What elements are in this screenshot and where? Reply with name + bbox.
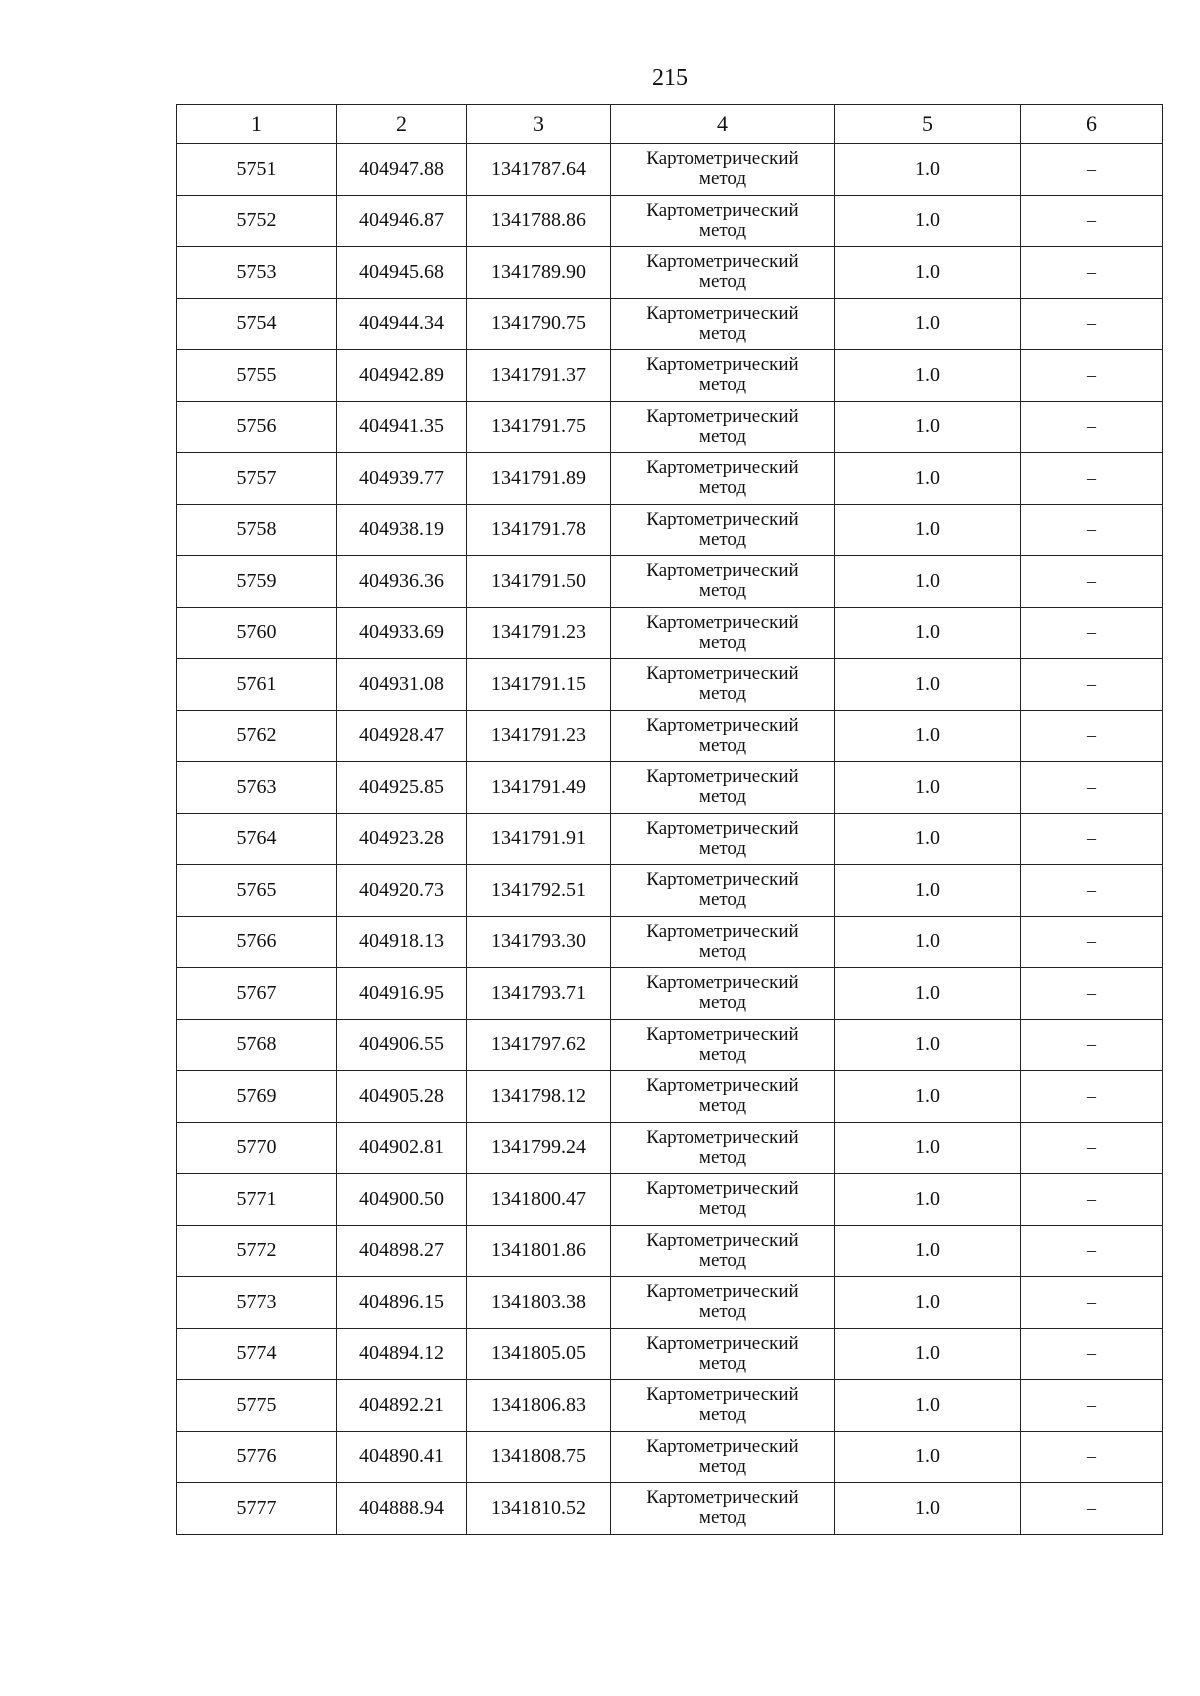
table-row <box>177 195 1163 247</box>
y-coordinate-cell: 1341791.50 <box>467 556 611 608</box>
point-number-cell: 5773 <box>177 1277 337 1329</box>
table-row <box>177 865 1163 917</box>
accuracy-cell: 1.0 <box>835 1483 1021 1535</box>
point-number-cell: 5758 <box>177 504 337 556</box>
accuracy-cell: 1.0 <box>835 401 1021 453</box>
x-coordinate-cell: 404928.47 <box>337 710 467 762</box>
header-col-5: 5 <box>835 105 1021 144</box>
method-line-2: метод <box>698 992 747 1014</box>
note-cell: – <box>1021 1071 1163 1123</box>
method-line-2: метод <box>698 271 747 293</box>
note-cell: – <box>1021 1174 1163 1226</box>
method-cell <box>611 659 835 711</box>
accuracy-cell: 1.0 <box>835 813 1021 865</box>
y-coordinate-cell: 1341791.23 <box>467 607 611 659</box>
method-cell <box>611 298 835 350</box>
table-row <box>177 1019 1163 1071</box>
table-row <box>177 916 1163 968</box>
method-cell <box>611 1225 835 1277</box>
method-cell <box>611 453 835 505</box>
method-line-2: метод <box>698 837 747 859</box>
table-row <box>177 1483 1163 1535</box>
method-line-2: метод <box>698 219 747 241</box>
point-number-cell: 5762 <box>177 710 337 762</box>
point-number-cell: 5776 <box>177 1431 337 1483</box>
y-coordinate-cell: 1341810.52 <box>467 1483 611 1535</box>
x-coordinate-cell: 404931.08 <box>337 659 467 711</box>
y-coordinate-cell: 1341800.47 <box>467 1174 611 1226</box>
header-col-6: 6 <box>1021 105 1163 144</box>
y-coordinate-cell: 1341803.38 <box>467 1277 611 1329</box>
accuracy-cell: 1.0 <box>835 659 1021 711</box>
y-coordinate-cell: 1341791.49 <box>467 762 611 814</box>
x-coordinate-cell: 404916.95 <box>337 968 467 1020</box>
table-row <box>177 607 1163 659</box>
method-line-2: метод <box>698 1198 747 1220</box>
table-row <box>177 1380 1163 1432</box>
table-row <box>177 556 1163 608</box>
y-coordinate-cell: 1341801.86 <box>467 1225 611 1277</box>
method-line-2: метод <box>698 1507 747 1529</box>
header-col-1: 1 <box>177 105 337 144</box>
accuracy-cell: 1.0 <box>835 1174 1021 1226</box>
accuracy-cell: 1.0 <box>835 504 1021 556</box>
y-coordinate-cell: 1341799.24 <box>467 1122 611 1174</box>
table-row <box>177 453 1163 505</box>
method-line-2: метод <box>698 1301 747 1323</box>
x-coordinate-cell: 404936.36 <box>337 556 467 608</box>
method-cell <box>611 865 835 917</box>
method-cell <box>611 247 835 299</box>
method-cell <box>611 1122 835 1174</box>
method-line-2: метод <box>698 425 747 447</box>
method-cell <box>611 607 835 659</box>
method-line-1: Картометрический <box>646 302 799 324</box>
accuracy-cell: 1.0 <box>835 1431 1021 1483</box>
method-cell <box>611 1328 835 1380</box>
note-cell: – <box>1021 659 1163 711</box>
accuracy-cell: 1.0 <box>835 1122 1021 1174</box>
method-line-2: метод <box>698 1455 747 1477</box>
y-coordinate-cell: 1341790.75 <box>467 298 611 350</box>
point-number-cell: 5757 <box>177 453 337 505</box>
method-line-1: Картометрический <box>646 714 799 736</box>
note-cell: – <box>1021 401 1163 453</box>
method-line-1: Картометрический <box>646 405 799 427</box>
note-cell: – <box>1021 813 1163 865</box>
point-number-cell: 5765 <box>177 865 337 917</box>
x-coordinate-cell: 404933.69 <box>337 607 467 659</box>
table-row <box>177 504 1163 556</box>
method-line-2: метод <box>698 477 747 499</box>
x-coordinate-cell: 404947.88 <box>337 144 467 196</box>
point-number-cell: 5760 <box>177 607 337 659</box>
method-line-2: метод <box>698 1095 747 1117</box>
point-number-cell: 5777 <box>177 1483 337 1535</box>
accuracy-cell: 1.0 <box>835 556 1021 608</box>
method-cell <box>611 504 835 556</box>
x-coordinate-cell: 404942.89 <box>337 350 467 402</box>
method-cell <box>611 1380 835 1432</box>
y-coordinate-cell: 1341791.91 <box>467 813 611 865</box>
method-cell <box>611 1174 835 1226</box>
page-number: 215 <box>652 65 688 91</box>
x-coordinate-cell: 404946.87 <box>337 195 467 247</box>
method-line-1: Картометрический <box>646 354 799 376</box>
method-cell <box>611 144 835 196</box>
method-line-2: метод <box>698 1146 747 1168</box>
x-coordinate-cell: 404925.85 <box>337 762 467 814</box>
point-number-cell: 5766 <box>177 916 337 968</box>
method-line-1: Картометрический <box>646 1332 799 1354</box>
y-coordinate-cell: 1341805.05 <box>467 1328 611 1380</box>
accuracy-cell: 1.0 <box>835 762 1021 814</box>
method-line-2: метод <box>698 786 747 808</box>
accuracy-cell: 1.0 <box>835 247 1021 299</box>
accuracy-cell: 1.0 <box>835 195 1021 247</box>
method-line-2: метод <box>698 940 747 962</box>
x-coordinate-cell: 404896.15 <box>337 1277 467 1329</box>
x-coordinate-cell: 404941.35 <box>337 401 467 453</box>
point-number-cell: 5775 <box>177 1380 337 1432</box>
point-number-cell: 5768 <box>177 1019 337 1071</box>
note-cell: – <box>1021 968 1163 1020</box>
point-number-cell: 5753 <box>177 247 337 299</box>
header-col-4: 4 <box>611 105 835 144</box>
method-line-1: Картометрический <box>646 1126 799 1148</box>
method-line-2: метод <box>698 683 747 705</box>
header-col-2: 2 <box>337 105 467 144</box>
method-line-1: Картометрический <box>646 972 799 994</box>
note-cell: – <box>1021 607 1163 659</box>
x-coordinate-cell: 404945.68 <box>337 247 467 299</box>
x-coordinate-cell: 404888.94 <box>337 1483 467 1535</box>
table-row <box>177 1431 1163 1483</box>
method-line-2: метод <box>698 734 747 756</box>
note-cell: – <box>1021 1277 1163 1329</box>
method-cell <box>611 1431 835 1483</box>
x-coordinate-cell: 404892.21 <box>337 1380 467 1432</box>
note-cell: – <box>1021 350 1163 402</box>
method-cell <box>611 968 835 1020</box>
method-line-1: Картометрический <box>646 1075 799 1097</box>
note-cell: – <box>1021 453 1163 505</box>
table-row <box>177 1328 1163 1380</box>
y-coordinate-cell: 1341808.75 <box>467 1431 611 1483</box>
accuracy-cell: 1.0 <box>835 1328 1021 1380</box>
point-number-cell: 5751 <box>177 144 337 196</box>
method-line-1: Картометрический <box>646 251 799 273</box>
table-row <box>177 1071 1163 1123</box>
point-number-cell: 5770 <box>177 1122 337 1174</box>
x-coordinate-cell: 404890.41 <box>337 1431 467 1483</box>
table-row <box>177 813 1163 865</box>
note-cell: – <box>1021 144 1163 196</box>
accuracy-cell: 1.0 <box>835 1380 1021 1432</box>
method-line-1: Картометрический <box>646 560 799 582</box>
method-line-1: Картометрический <box>646 1384 799 1406</box>
note-cell: – <box>1021 1483 1163 1535</box>
method-cell <box>611 916 835 968</box>
method-line-1: Картометрический <box>646 766 799 788</box>
table-row <box>177 1122 1163 1174</box>
point-number-cell: 5755 <box>177 350 337 402</box>
method-line-1: Картометрический <box>646 1023 799 1045</box>
method-line-2: метод <box>698 528 747 550</box>
method-line-1: Картометрический <box>646 1487 799 1509</box>
y-coordinate-cell: 1341791.78 <box>467 504 611 556</box>
method-cell <box>611 401 835 453</box>
y-coordinate-cell: 1341791.23 <box>467 710 611 762</box>
method-line-1: Картометрический <box>646 1435 799 1457</box>
accuracy-cell: 1.0 <box>835 916 1021 968</box>
y-coordinate-cell: 1341793.30 <box>467 916 611 968</box>
header-col-3: 3 <box>467 105 611 144</box>
x-coordinate-cell: 404944.34 <box>337 298 467 350</box>
table-row <box>177 1277 1163 1329</box>
method-line-2: метод <box>698 1249 747 1271</box>
point-number-cell: 5771 <box>177 1174 337 1226</box>
coordinates-table <box>176 104 1163 1535</box>
y-coordinate-cell: 1341797.62 <box>467 1019 611 1071</box>
x-coordinate-cell: 404902.81 <box>337 1122 467 1174</box>
note-cell: – <box>1021 1225 1163 1277</box>
method-line-1: Картометрический <box>646 817 799 839</box>
table-row <box>177 710 1163 762</box>
method-line-1: Картометрический <box>646 199 799 221</box>
method-line-1: Картометрический <box>646 1229 799 1251</box>
accuracy-cell: 1.0 <box>835 607 1021 659</box>
note-cell: – <box>1021 1328 1163 1380</box>
note-cell: – <box>1021 1122 1163 1174</box>
table-row <box>177 298 1163 350</box>
accuracy-cell: 1.0 <box>835 350 1021 402</box>
note-cell: – <box>1021 865 1163 917</box>
method-line-2: метод <box>698 631 747 653</box>
point-number-cell: 5763 <box>177 762 337 814</box>
note-cell: – <box>1021 247 1163 299</box>
method-cell <box>611 813 835 865</box>
method-line-1: Картометрический <box>646 663 799 685</box>
point-number-cell: 5761 <box>177 659 337 711</box>
table-row <box>177 762 1163 814</box>
method-cell <box>611 1019 835 1071</box>
table-row <box>177 401 1163 453</box>
table-row <box>177 144 1163 196</box>
method-cell <box>611 1483 835 1535</box>
method-line-1: Картометрический <box>646 869 799 891</box>
note-cell: – <box>1021 762 1163 814</box>
note-cell: – <box>1021 195 1163 247</box>
point-number-cell: 5769 <box>177 1071 337 1123</box>
method-line-1: Картометрический <box>646 1281 799 1303</box>
method-cell <box>611 762 835 814</box>
point-number-cell: 5756 <box>177 401 337 453</box>
method-line-2: метод <box>698 889 747 911</box>
point-number-cell: 5759 <box>177 556 337 608</box>
x-coordinate-cell: 404906.55 <box>337 1019 467 1071</box>
point-number-cell: 5764 <box>177 813 337 865</box>
method-line-1: Картометрический <box>646 148 799 170</box>
note-cell: – <box>1021 710 1163 762</box>
method-line-1: Картометрический <box>646 457 799 479</box>
y-coordinate-cell: 1341806.83 <box>467 1380 611 1432</box>
method-line-1: Картометрический <box>646 1178 799 1200</box>
point-number-cell: 5767 <box>177 968 337 1020</box>
method-line-2: метод <box>698 1043 747 1065</box>
note-cell: – <box>1021 556 1163 608</box>
accuracy-cell: 1.0 <box>835 1225 1021 1277</box>
accuracy-cell: 1.0 <box>835 710 1021 762</box>
note-cell: – <box>1021 1380 1163 1432</box>
table-row <box>177 247 1163 299</box>
accuracy-cell: 1.0 <box>835 1071 1021 1123</box>
y-coordinate-cell: 1341787.64 <box>467 144 611 196</box>
y-coordinate-cell: 1341792.51 <box>467 865 611 917</box>
method-line-1: Картометрический <box>646 611 799 633</box>
note-cell: – <box>1021 504 1163 556</box>
x-coordinate-cell: 404920.73 <box>337 865 467 917</box>
x-coordinate-cell: 404900.50 <box>337 1174 467 1226</box>
method-cell <box>611 710 835 762</box>
note-cell: – <box>1021 1431 1163 1483</box>
note-cell: – <box>1021 1019 1163 1071</box>
point-number-cell: 5772 <box>177 1225 337 1277</box>
x-coordinate-cell: 404923.28 <box>337 813 467 865</box>
method-line-2: метод <box>698 168 747 190</box>
y-coordinate-cell: 1341791.75 <box>467 401 611 453</box>
table-row <box>177 1225 1163 1277</box>
note-cell: – <box>1021 916 1163 968</box>
table-row <box>177 350 1163 402</box>
x-coordinate-cell: 404939.77 <box>337 453 467 505</box>
point-number-cell: 5752 <box>177 195 337 247</box>
method-cell <box>611 195 835 247</box>
y-coordinate-cell: 1341798.12 <box>467 1071 611 1123</box>
method-cell <box>611 1071 835 1123</box>
x-coordinate-cell: 404894.12 <box>337 1328 467 1380</box>
accuracy-cell: 1.0 <box>835 865 1021 917</box>
table-row <box>177 968 1163 1020</box>
method-cell <box>611 350 835 402</box>
x-coordinate-cell: 404918.13 <box>337 916 467 968</box>
method-line-2: метод <box>698 1352 747 1374</box>
accuracy-cell: 1.0 <box>835 968 1021 1020</box>
x-coordinate-cell: 404938.19 <box>337 504 467 556</box>
x-coordinate-cell: 404905.28 <box>337 1071 467 1123</box>
y-coordinate-cell: 1341793.71 <box>467 968 611 1020</box>
y-coordinate-cell: 1341788.86 <box>467 195 611 247</box>
method-line-2: метод <box>698 1404 747 1426</box>
method-line-1: Картометрический <box>646 920 799 942</box>
accuracy-cell: 1.0 <box>835 1019 1021 1071</box>
y-coordinate-cell: 1341789.90 <box>467 247 611 299</box>
point-number-cell: 5774 <box>177 1328 337 1380</box>
note-cell: – <box>1021 298 1163 350</box>
y-coordinate-cell: 1341791.15 <box>467 659 611 711</box>
method-line-2: метод <box>698 322 747 344</box>
y-coordinate-cell: 1341791.37 <box>467 350 611 402</box>
point-number-cell: 5754 <box>177 298 337 350</box>
table-row <box>177 659 1163 711</box>
method-cell <box>611 1277 835 1329</box>
table-row <box>177 1174 1163 1226</box>
accuracy-cell: 1.0 <box>835 453 1021 505</box>
method-line-2: метод <box>698 374 747 396</box>
x-coordinate-cell: 404898.27 <box>337 1225 467 1277</box>
method-line-1: Картометрический <box>646 508 799 530</box>
accuracy-cell: 1.0 <box>835 298 1021 350</box>
table-header-row <box>177 105 1163 144</box>
method-line-2: метод <box>698 580 747 602</box>
accuracy-cell: 1.0 <box>835 144 1021 196</box>
y-coordinate-cell: 1341791.89 <box>467 453 611 505</box>
method-cell <box>611 556 835 608</box>
accuracy-cell: 1.0 <box>835 1277 1021 1329</box>
